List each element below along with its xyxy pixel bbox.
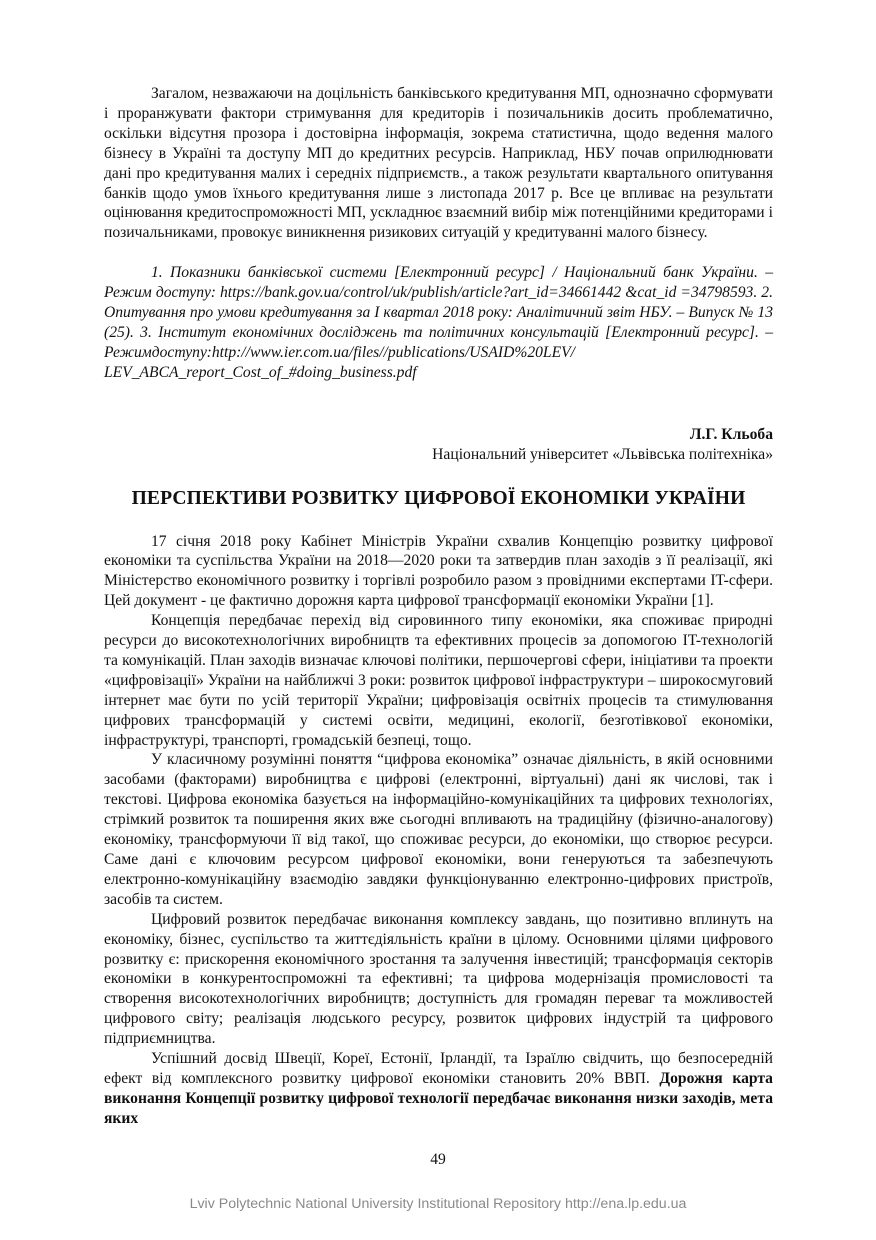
body-text-bold: Дорожня карта виконання Концепції розвитку цифрової технології передбачає виконання низки заходів, мета яких — [104, 1069, 773, 1127]
author-block — [104, 425, 773, 465]
author-affiliation: Національний університет «Львівська політехніка» — [432, 445, 773, 463]
page-number: 49 — [430, 1151, 446, 1168]
article-title: ПЕРСПЕКТИВИ РОЗВИТКУ ЦИФРОВОЇ ЕКОНОМІКИ УКРАЇНИ — [131, 487, 746, 509]
references-list: 1. Показники банківської системи [Електронний ресурс] / Національний банк України. – Режим доступу: https://bank.gov.ua/control/uk/publish/article?art_id=34661442 &cat_id =34798593. 2. Опитування про умови кредитування за I квартал 2018 року: Аналітичний звіт НБУ. – Випуск № 13 (25). 3. Інститут економічних досліджень та політичних консультацій [Електронний ресурс]. – Режимдоступу:http://www.ier.com.ua/files//publications/USAID%20LEV/ LEV_ABCA_report_Cost_of_#doing_business.pdf — [104, 264, 773, 381]
repository-footer — [0, 1196, 876, 1212]
article-body — [104, 532, 773, 1129]
body-paragraph: 17 січня 2018 року Кабінет Міністрів України схвалив Концепцію розвитку цифрової економіки та суспільства України на 2018—2020 роки та затвердив план заходів з її реалізації, які Міністерство економічного розвитку і торгівлі розробило разом з провідними експертами IT-сфери. Цей документ - це фактично дорожня карта цифрової трансформації економіки України [1]. — [104, 532, 773, 610]
body-paragraph-last — [104, 1049, 773, 1129]
body-paragraph: У класичному розумінні поняття “цифрова економіка” означає діяльність, в якій основними засобами (факторами) виробництва є цифрові (електронні, віртуальні) дані як числові, так і текстові. Цифрова економіка базується на інформаційно-комунікаційних та цифрових технологіях, стрімкий розвиток та поширення яких вже сьогодні впливають на традиційну (фізично-аналогову) економіку, трансформуючи її від такої, що споживає ресурси, до економіки, що створює ресурси. Саме дані є ключовим ресурсом цифрової економіки, вони генеруються та забезпечують електронно-комунікаційну взаємодію завдяки функціонуванню електронно-цифрових пристроїв, засобів та систем. — [104, 751, 773, 908]
body-paragraph: Концепція передбачає перехід від сировинного типу економіки, яка споживає природні ресурси до високотехнологічних виробництв та ефективних процесів за допомогою IT-технологій та комунікацій. План заходів визначає ключові політики, першочергові сфери, ініціативи та проекти «цифровізації» України на найближчі 3 роки: розвиток цифрової інфраструктури – широкосмуговий інтернет має бути по усій території України; цифровізація освітніх процесів та стимулювання цифрових трансформацій у системі освіти, медицині, екології, безготівкової економіки, інфраструктурі, транспорті, громадській безпеці, тощо. — [104, 612, 773, 749]
body-text: Успішний досвід Швеції, Кореї, Естонії, Ірландії, та Ізраїлю свідчить, що безпосередній ефект від комплексного розвитку цифрової економіки становить 20% ВВП. — [104, 1050, 773, 1087]
document-page — [104, 84, 773, 1129]
repository-link[interactable]: http://ena.lp.edu.ua — [564, 1196, 687, 1212]
footer-text: Lviv Polytechnic National University Institutional Repository — [189, 1196, 565, 1212]
body-paragraph: Цифровий розвиток передбачає виконання комплексу завдань, що позитивно вплинуть на економіку, бізнес, суспільство та життєдіяльність країни в цілому. Основними цілями цифрового розвитку є: прискорення економічного зростання та залучення інвестицій; трансформація секторів економіки в конкурентоспроможні та ефективні; та цифрова модернізація промисловості та створення високотехнологічних виробництв; доступність для громадян переваг та можливостей цифрового світу; реалізація людського ресурсу, розвиток цифрових індустрій та цифрового підприємництва. — [104, 910, 773, 1048]
author-name: Л.Г. Кльоба — [689, 425, 773, 443]
intro-paragraph: Загалом, незважаючи на доцільність банківського кредитування МП, однозначно сформувати і проранжувати фактори стримування для кредиторів і позичальників досить проблематично, оскільки відсутня прозора і достовірна інформація, зокрема статистична, щодо ведення малого бізнесу в Україні та доступу МП до кредитних ресурсів. Наприклад, НБУ почав оприлюднювати дані про кредитування малих і середніх підприємств., а також результати квартального опитування банків щодо умов їхнього кредитування лише з листопада 2017 р. Все це впливає на результати оцінювання кредитоспроможності МП, ускладнює взаємний вибір між потенційними кредиторами і позичальниками, провокує виникнення ризикових ситуацій у кредитуванні малого бізнесу. — [104, 85, 773, 242]
